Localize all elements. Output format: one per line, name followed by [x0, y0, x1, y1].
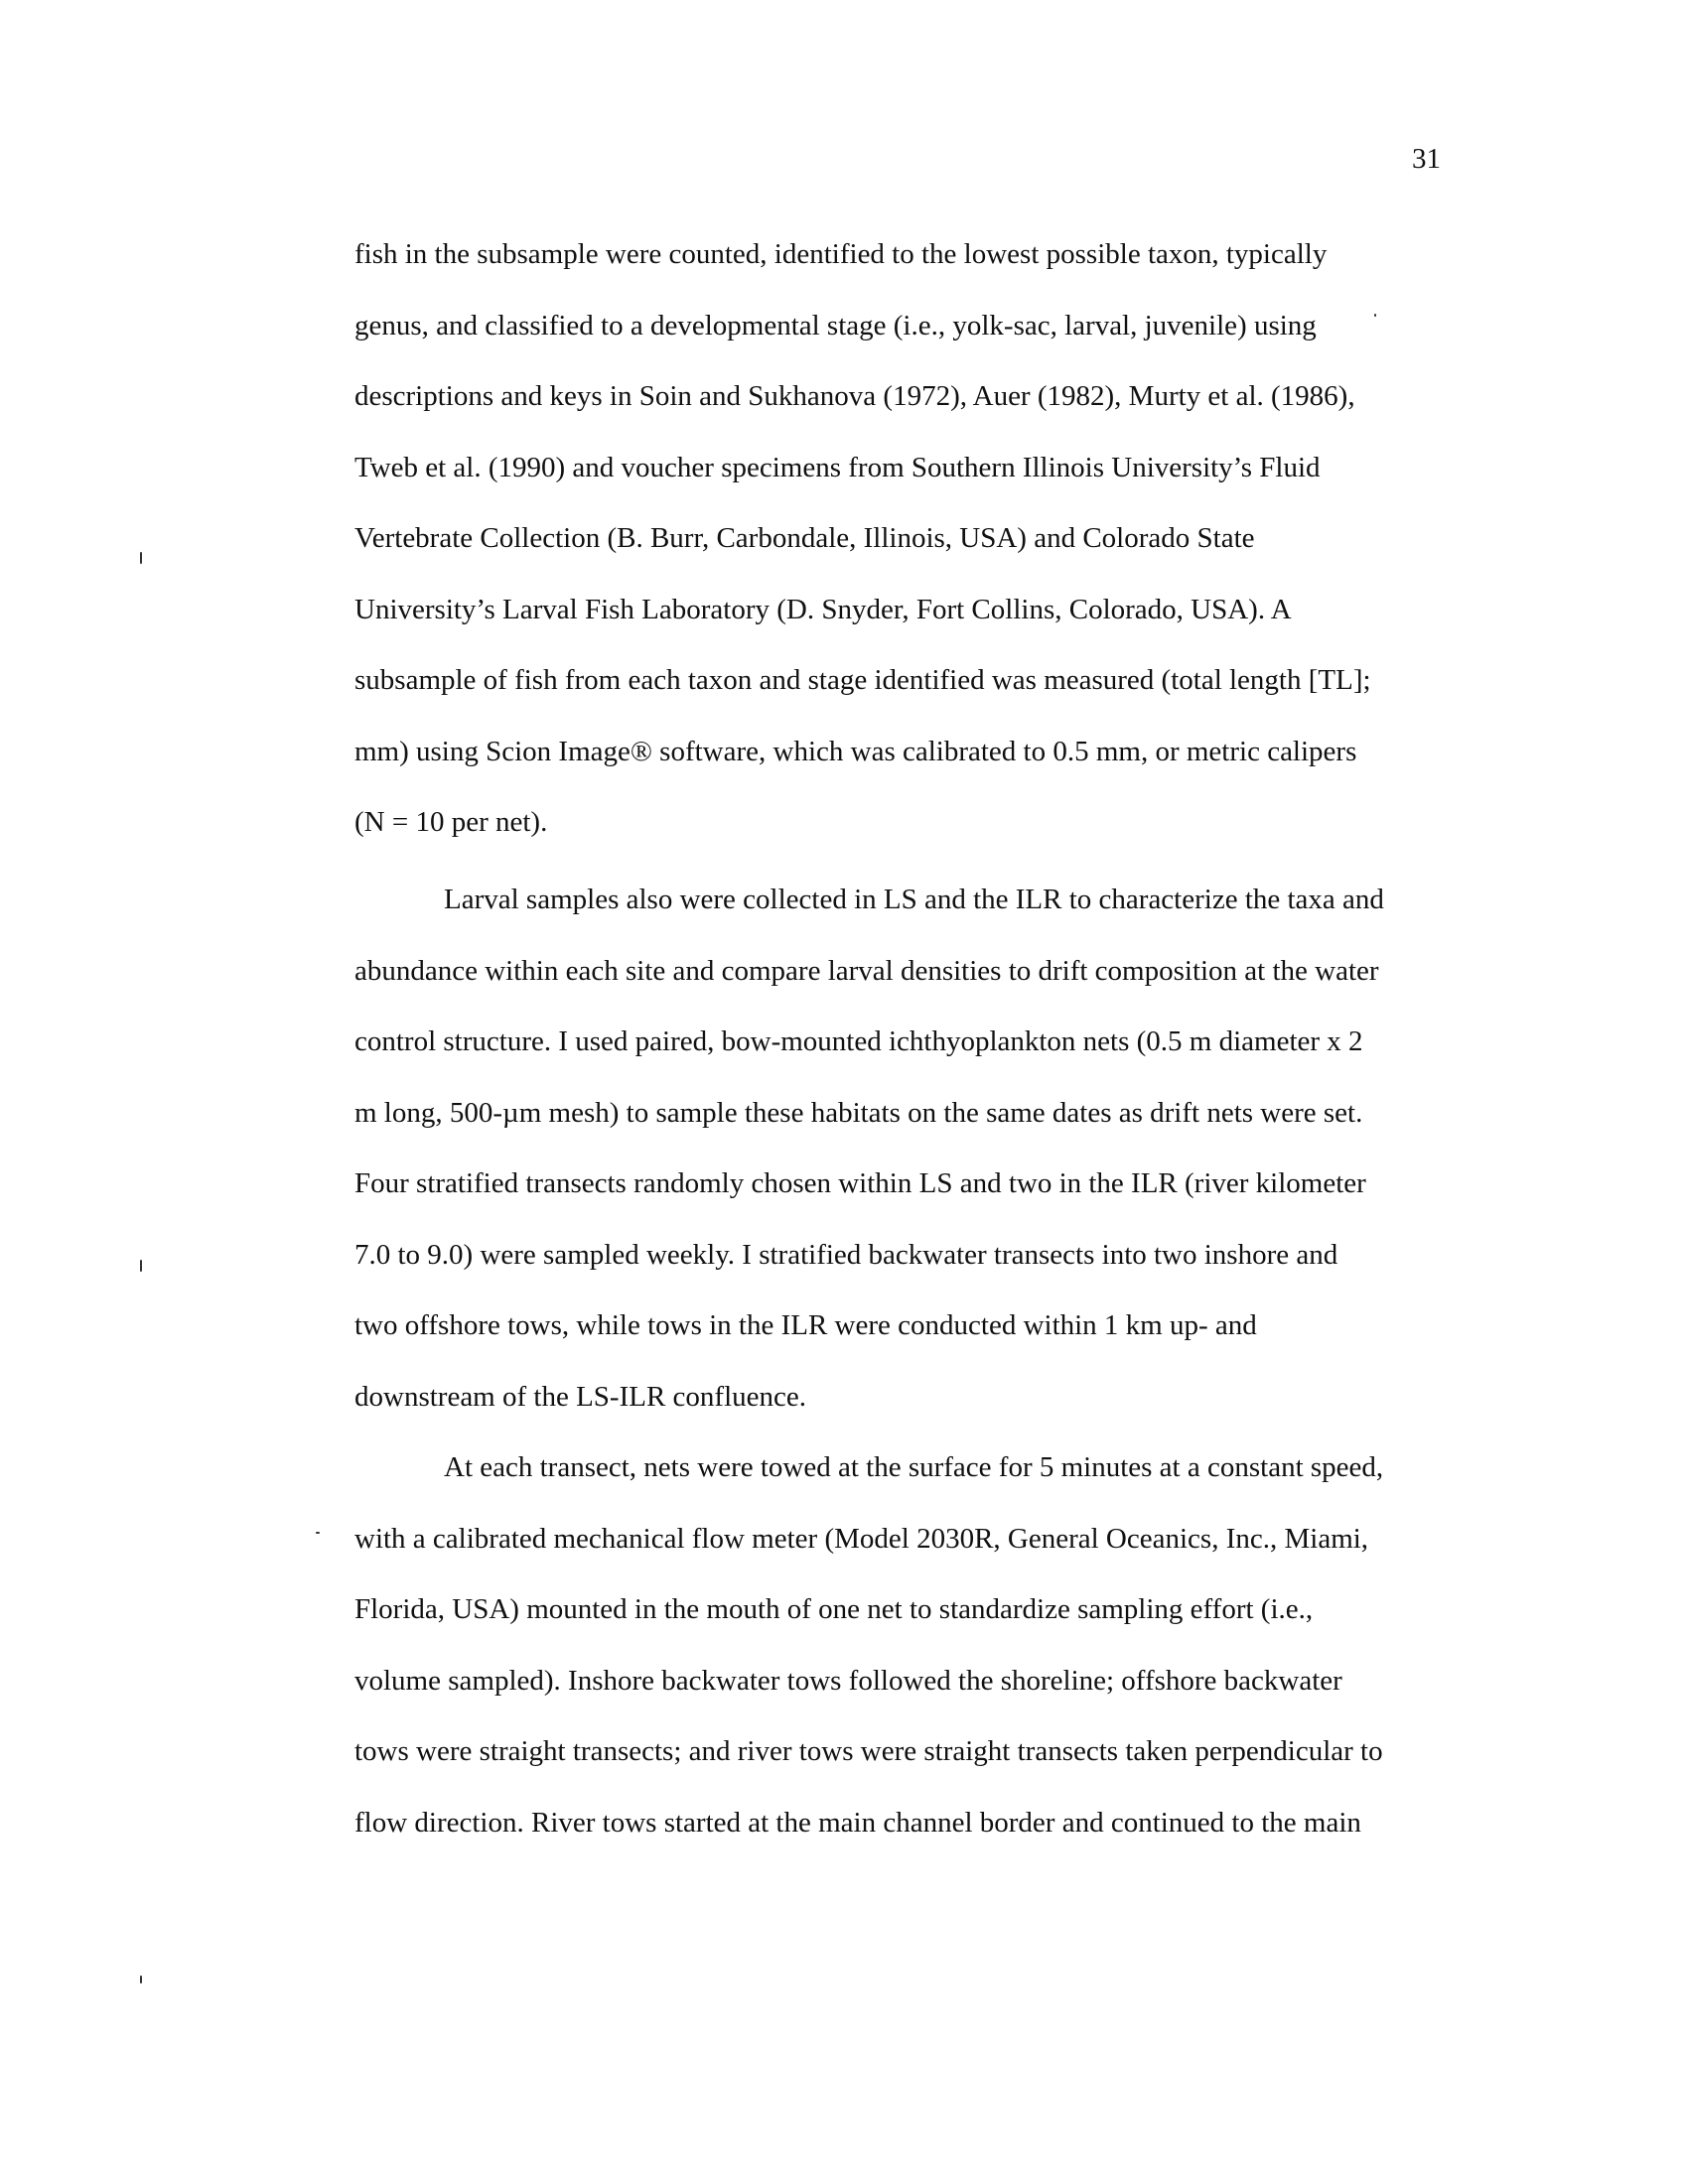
text-line: two offshore tows, while tows in the ILR were conducted within 1 km up- and — [354, 1309, 1257, 1341]
text-line: Four stratified transects randomly chosen within LS and two in the ILR (river kilometer — [354, 1167, 1366, 1199]
scan-speck — [140, 552, 142, 564]
text-line: Florida, USA) mounted in the mouth of one net to standardize sampling effort (i.e., — [354, 1593, 1314, 1625]
text-line: control structure. I used paired, bow-mounted ichthyoplankton nets (0.5 m diameter x 2 — [354, 1025, 1363, 1057]
scan-speck — [1374, 314, 1376, 317]
text-line: tows were straight transects; and river tows were straight transects taken perpendicular to — [354, 1735, 1383, 1767]
page-number: 31 — [1412, 143, 1441, 175]
paragraph-transect-towing — [354, 1433, 1437, 1858]
text-line: downstream of the LS-ILR confluence. — [354, 1380, 806, 1413]
paragraph-larval-sampling — [354, 865, 1437, 1433]
text-line: 7.0 to 9.0) were sampled weekly. I stratified backwater transects into two inshore and — [354, 1238, 1338, 1271]
text-line: At each transect, nets were towed at the surface for 5 minutes at a constant speed, — [444, 1451, 1384, 1483]
text-line: Vertebrate Collection (B. Burr, Carbondale, Illinois, USA) and Colorado State — [354, 522, 1255, 554]
text-line: m long, 500-µm mesh) to sample these habitats on the same dates as drift nets were set. — [354, 1096, 1363, 1129]
scan-speck — [140, 1976, 142, 1983]
text-line: genus, and classified to a developmental stage (i.e., yolk-sac, larval, juvenile) using — [354, 309, 1317, 341]
text-line: mm) using Scion Image® software, which was calibrated to 0.5 mm, or metric calipers — [354, 735, 1357, 767]
text-line: descriptions and keys in Soin and Sukhanova (1972), Auer (1982), Murty et al. (1986), — [354, 380, 1355, 412]
text-line: fish in the subsample were counted, identified to the lowest possible taxon, typically — [354, 238, 1328, 270]
text-line: University’s Larval Fish Laboratory (D. Snyder, Fort Collins, Colorado, USA). A — [354, 593, 1292, 625]
text-line: subsample of fish from each taxon and stage identified was measured (total length [TL]; — [354, 664, 1371, 696]
scan-speck — [140, 1260, 142, 1272]
scan-speck — [316, 1532, 320, 1534]
text-line: volume sampled). Inshore backwater tows followed the shoreline; offshore backwater — [354, 1664, 1342, 1697]
text-line: Larval samples also were collected in LS and the ILR to characterize the taxa and — [444, 884, 1384, 915]
text-line: with a calibrated mechanical flow meter (Model 2030R, General Oceanics, Inc., Miami, — [354, 1522, 1369, 1555]
text-line: flow direction. River tows started at the main channel border and continued to the main — [354, 1806, 1361, 1839]
text-line: Tweb et al. (1990) and voucher specimens from Southern Illinois University’s Fluid — [354, 451, 1321, 483]
paragraph-methods-identification — [354, 219, 1437, 859]
text-line: (N = 10 per net). — [354, 806, 548, 838]
text-line: abundance within each site and compare larval densities to drift composition at the water — [354, 954, 1379, 987]
